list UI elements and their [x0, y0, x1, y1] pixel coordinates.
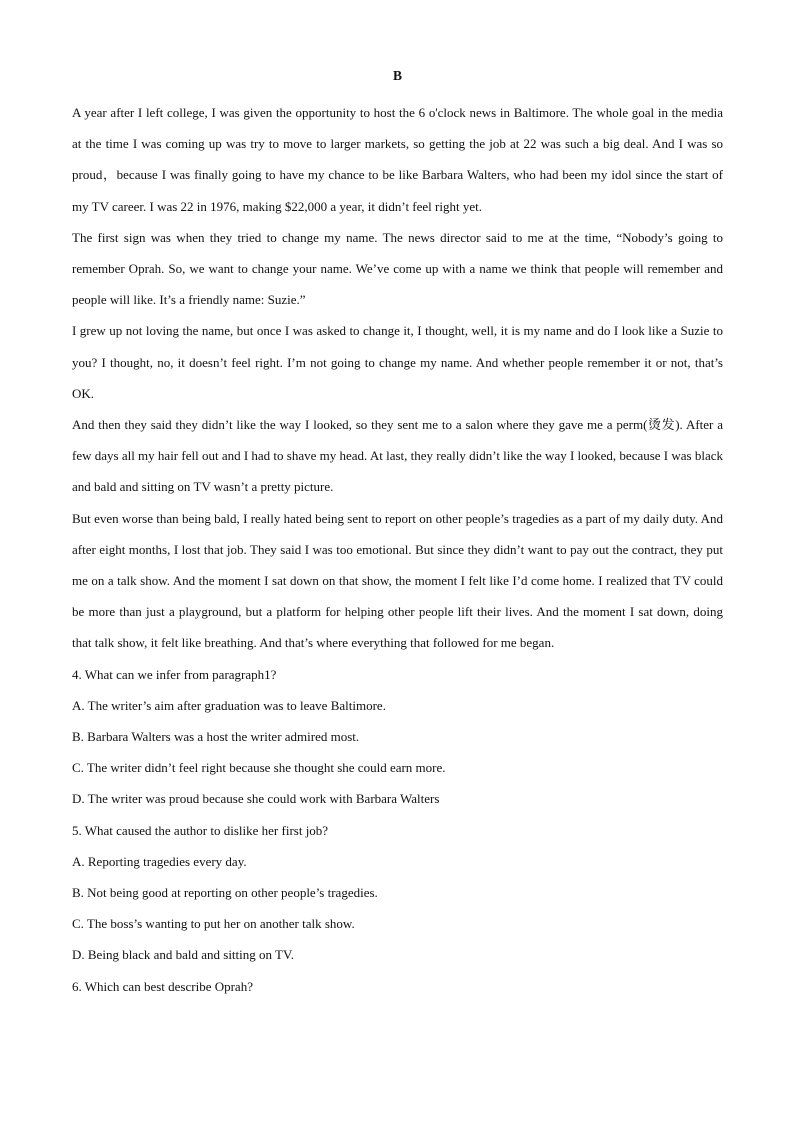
question-5-option-b: B. Not being good at reporting on other people’s tragedies. [72, 885, 378, 901]
question-5-option-d: D. Being black and bald and sitting on TV. [72, 947, 294, 963]
question-4-option-c: C. The writer didn’t feel right because she thought she could earn more. [72, 760, 446, 776]
question-5-option-a: A. Reporting tragedies every day. [72, 853, 247, 869]
paragraph-1: A year after I left college, I was given the opportunity to host the 6 o'clock news in Baltimore. The whole goal in the media at the time I was coming up was try to move to larger markets, so getting the job at 22 was such a big deal. And I was so proud，because I was finally going to have my chance to be like Barbara Walters, who had been my idol since the start of my TV career. I was 22 in 1976, making $22,000 a year, it didn’t feel right yet. [72, 105, 723, 214]
section-title: B [392, 68, 402, 83]
question-5 [72, 815, 723, 971]
document-page [72, 66, 723, 1002]
question-4-option-a: A. The writer’s aim after graduation was to leave Baltimore. [72, 697, 386, 713]
question-4-option-d: D. The writer was proud because she could work with Barbara Walters [72, 791, 440, 807]
paragraph-2: The first sign was when they tried to change my name. The news director said to me at the time, “Nobody’s going to remember Oprah. So, we want to change your name. We’ve come up with a name we think that people will remember and people will like. It’s a friendly name: Suzie.” [72, 229, 723, 308]
question-6-stem: 6. Which can best describe Oprah? [72, 978, 253, 994]
question-4-option-b: B. Barbara Walters was a host the writer admired most. [72, 729, 360, 745]
paragraph-4: And then they said they didn’t like the way I looked, so they sent me to a salon where they gave me a perm(烫发). After a few days all my hair fell out and I had to shave my head. At last, they really didn’t like the way I looked, because I was black and bald and sitting on TV wasn’t a pretty picture. [72, 417, 724, 495]
paragraph-5: But even worse than being bald, I really hated being sent to report on other people’s tragedies as a part of my daily duty. And after eight months, I lost that job. They said I was too emotional. But since they didn’t want to pay out the contract, they put me on a talk show. And the moment I sat down on that show, the moment I felt like I’d come home. I realized that TV could be more than just a playground, but a platform for helping other people lift their lives. And the moment I sat down, doing that talk show, it felt like breathing. And that’s where everything that followed for me began. [72, 510, 723, 651]
paragraph-3: I grew up not loving the name, but once I was asked to change it, I thought, well, it is my name and do I look like a Suzie to you? I thought, no, it doesn’t feel right. I’m not going to change my name. And whether people remember it or not, that’s OK. [72, 323, 723, 401]
question-4 [72, 659, 723, 815]
question-5-option-c: C. The boss’s wanting to put her on another talk show. [72, 916, 355, 932]
question-5-stem: 5. What caused the author to dislike her first job? [72, 822, 329, 838]
question-4-stem: 4. What can we infer from paragraph1? [72, 666, 277, 682]
question-6 [72, 971, 723, 1002]
